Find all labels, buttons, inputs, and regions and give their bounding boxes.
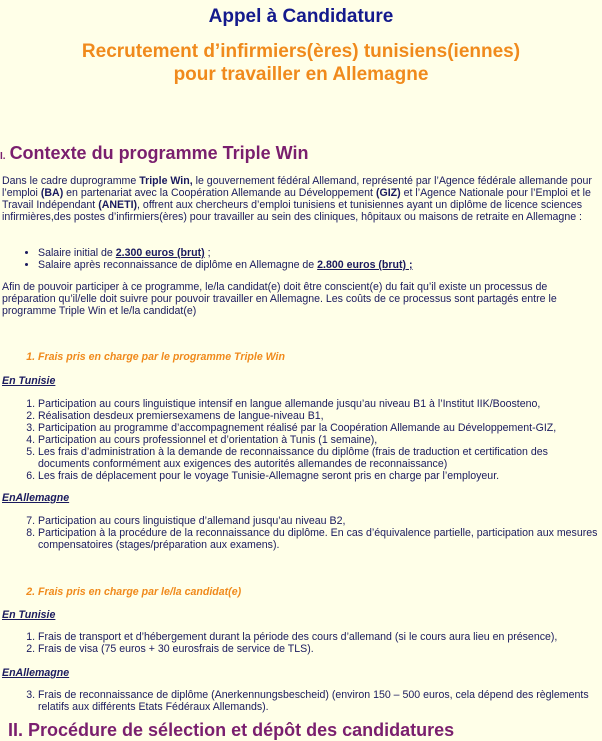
text-bold: Triple Win,: [139, 175, 193, 187]
salary-after: 2.800 euros (brut) ;: [317, 259, 413, 271]
text-bold: (BA): [40, 187, 64, 199]
page-title: Appel à Candidature: [208, 6, 394, 27]
list-item: 1. Frais de transport et d’hébergement durant la période des cours d’allemand (si le cours aura lieu en présence),: [38, 631, 598, 643]
list-item: 6. Les frais de déplacement pour le voyage Tunisie-Allemagne seront pris en charge par l’employeur.: [38, 470, 598, 482]
list-item: 2. Réalisation desdeux premiersexamens de langue-niveau B1,: [38, 410, 598, 422]
list-item: 2. Frais de visa (75 euros + 30 eurosfrais de service de TLS).: [38, 643, 598, 655]
list-item: 1. Participation au cours linguistique intensif en langue allemande jusqu’au niveau B1 à l’Institut IIK/Boosteno,: [38, 398, 598, 410]
list-item: 4. Participation au cours professionnel et d’orientation à Tunis (1 semaine),: [38, 434, 598, 446]
list-item: 3. Participation au programme d’accompagnement réalisé par la Coopération Allemande au Développement-GIZ,: [38, 422, 598, 434]
part1-tunisie-label: En Tunisie: [2, 375, 56, 387]
list-item: 5. Les frais d’administration à la demande de reconnaissance du diplôme (frais de traduction et certification des documents conformément aux exigences des autorités allemandes de reconnaissance): [38, 446, 598, 470]
context-paragraph: [2, 175, 596, 223]
text-span: Salaire après reconnaissance de diplôme en Allemagne de: [38, 259, 318, 271]
cost-paragraph: Afin de pouvoir participer à ce programme, le/la candidat(e) doit être conscient(e) du fait qu’il existe un processus de préparation qu’il/elle doit suivre pour pouvoir travailler en Allemagne. Les coûts de ce processus sont partagés entre le programme Triple Win et le/la candidat(e): [2, 281, 557, 317]
part1-title: 1. Frais pris en charge par le programme Triple Win: [38, 351, 598, 363]
text-span: le gouvernement fédéral Allemand, représenté par l’Agence fédérale allemande pour l’emploi: [2, 175, 592, 199]
part2-tunisie-list: [20, 631, 598, 655]
section-heading-selection: II. Procédure de sélection et dépôt des candidatures: [8, 720, 455, 740]
part1-allemagne-label: EnAllemagne: [2, 492, 70, 504]
section-number: I.: [0, 151, 6, 162]
part2-tunisie-label: En Tunisie: [2, 609, 56, 621]
list-item: 7. Participation au cours linguistique d’allemand jusqu’au niveau B2,: [38, 515, 598, 527]
text-bold: (ANETI): [98, 199, 138, 211]
list-item: 8. Participation à la procédure de la reconnaissance du diplôme. En cas d’équivalence partielle, participation aux mesures compensatoires (stages/préparation aux examens).: [38, 527, 598, 551]
text-span: et l’Agence Nationale pour l’Emploi et le Travail Indépendant: [2, 187, 591, 211]
list-item: [38, 247, 413, 259]
subtitle-line-2: pour travailler en Allemagne: [173, 64, 429, 85]
list-item: 3. Frais de reconnaissance de diplôme (Anerkennungsbescheid) (environ 150 – 500 euros, cela dépend des règlements relatifs aux différents Etats Fédéraux Allemands).: [38, 689, 598, 713]
part1-tunisie-list: [20, 398, 598, 482]
salary-initial: 2.300 euros (brut): [115, 247, 205, 259]
part2-allemagne-label: EnAllemagne: [2, 667, 70, 679]
part1-heading-list: [20, 351, 598, 363]
page-subtitle: [0, 40, 602, 86]
text-span: ;: [204, 247, 211, 259]
subtitle-line-1: Recrutement d’infirmiers(ères) tunisiens(iennes): [81, 41, 521, 62]
salary-list: [20, 247, 413, 271]
part2-allemagne-list: [20, 689, 598, 713]
text-span: Salaire initial de: [38, 247, 116, 259]
text-span: en partenariat avec la Coopération Allemande au Développement: [63, 187, 376, 199]
part2-heading-list: [20, 586, 598, 598]
part1-allemagne-list: [20, 515, 598, 551]
text-span: , offrent aux chercheurs d’emploi tunisiens et tunisiennes ayant un diplôme de licence sciences infirmières,des postes d’infirmiers(ères) pour travailler au sein des cliniques, hôpitaux ou maisons de retraite en Allemagne :: [2, 199, 583, 223]
text-span: Dans le cadre duprogramme: [2, 175, 140, 187]
section-heading-context: [0, 143, 308, 164]
part2-title: 2. Frais pris en charge par le/la candidat(e): [38, 586, 598, 598]
section-heading-text: Contexte du programme Triple Win: [9, 143, 309, 163]
list-item: [38, 259, 413, 271]
text-bold: (GIZ): [375, 187, 401, 199]
